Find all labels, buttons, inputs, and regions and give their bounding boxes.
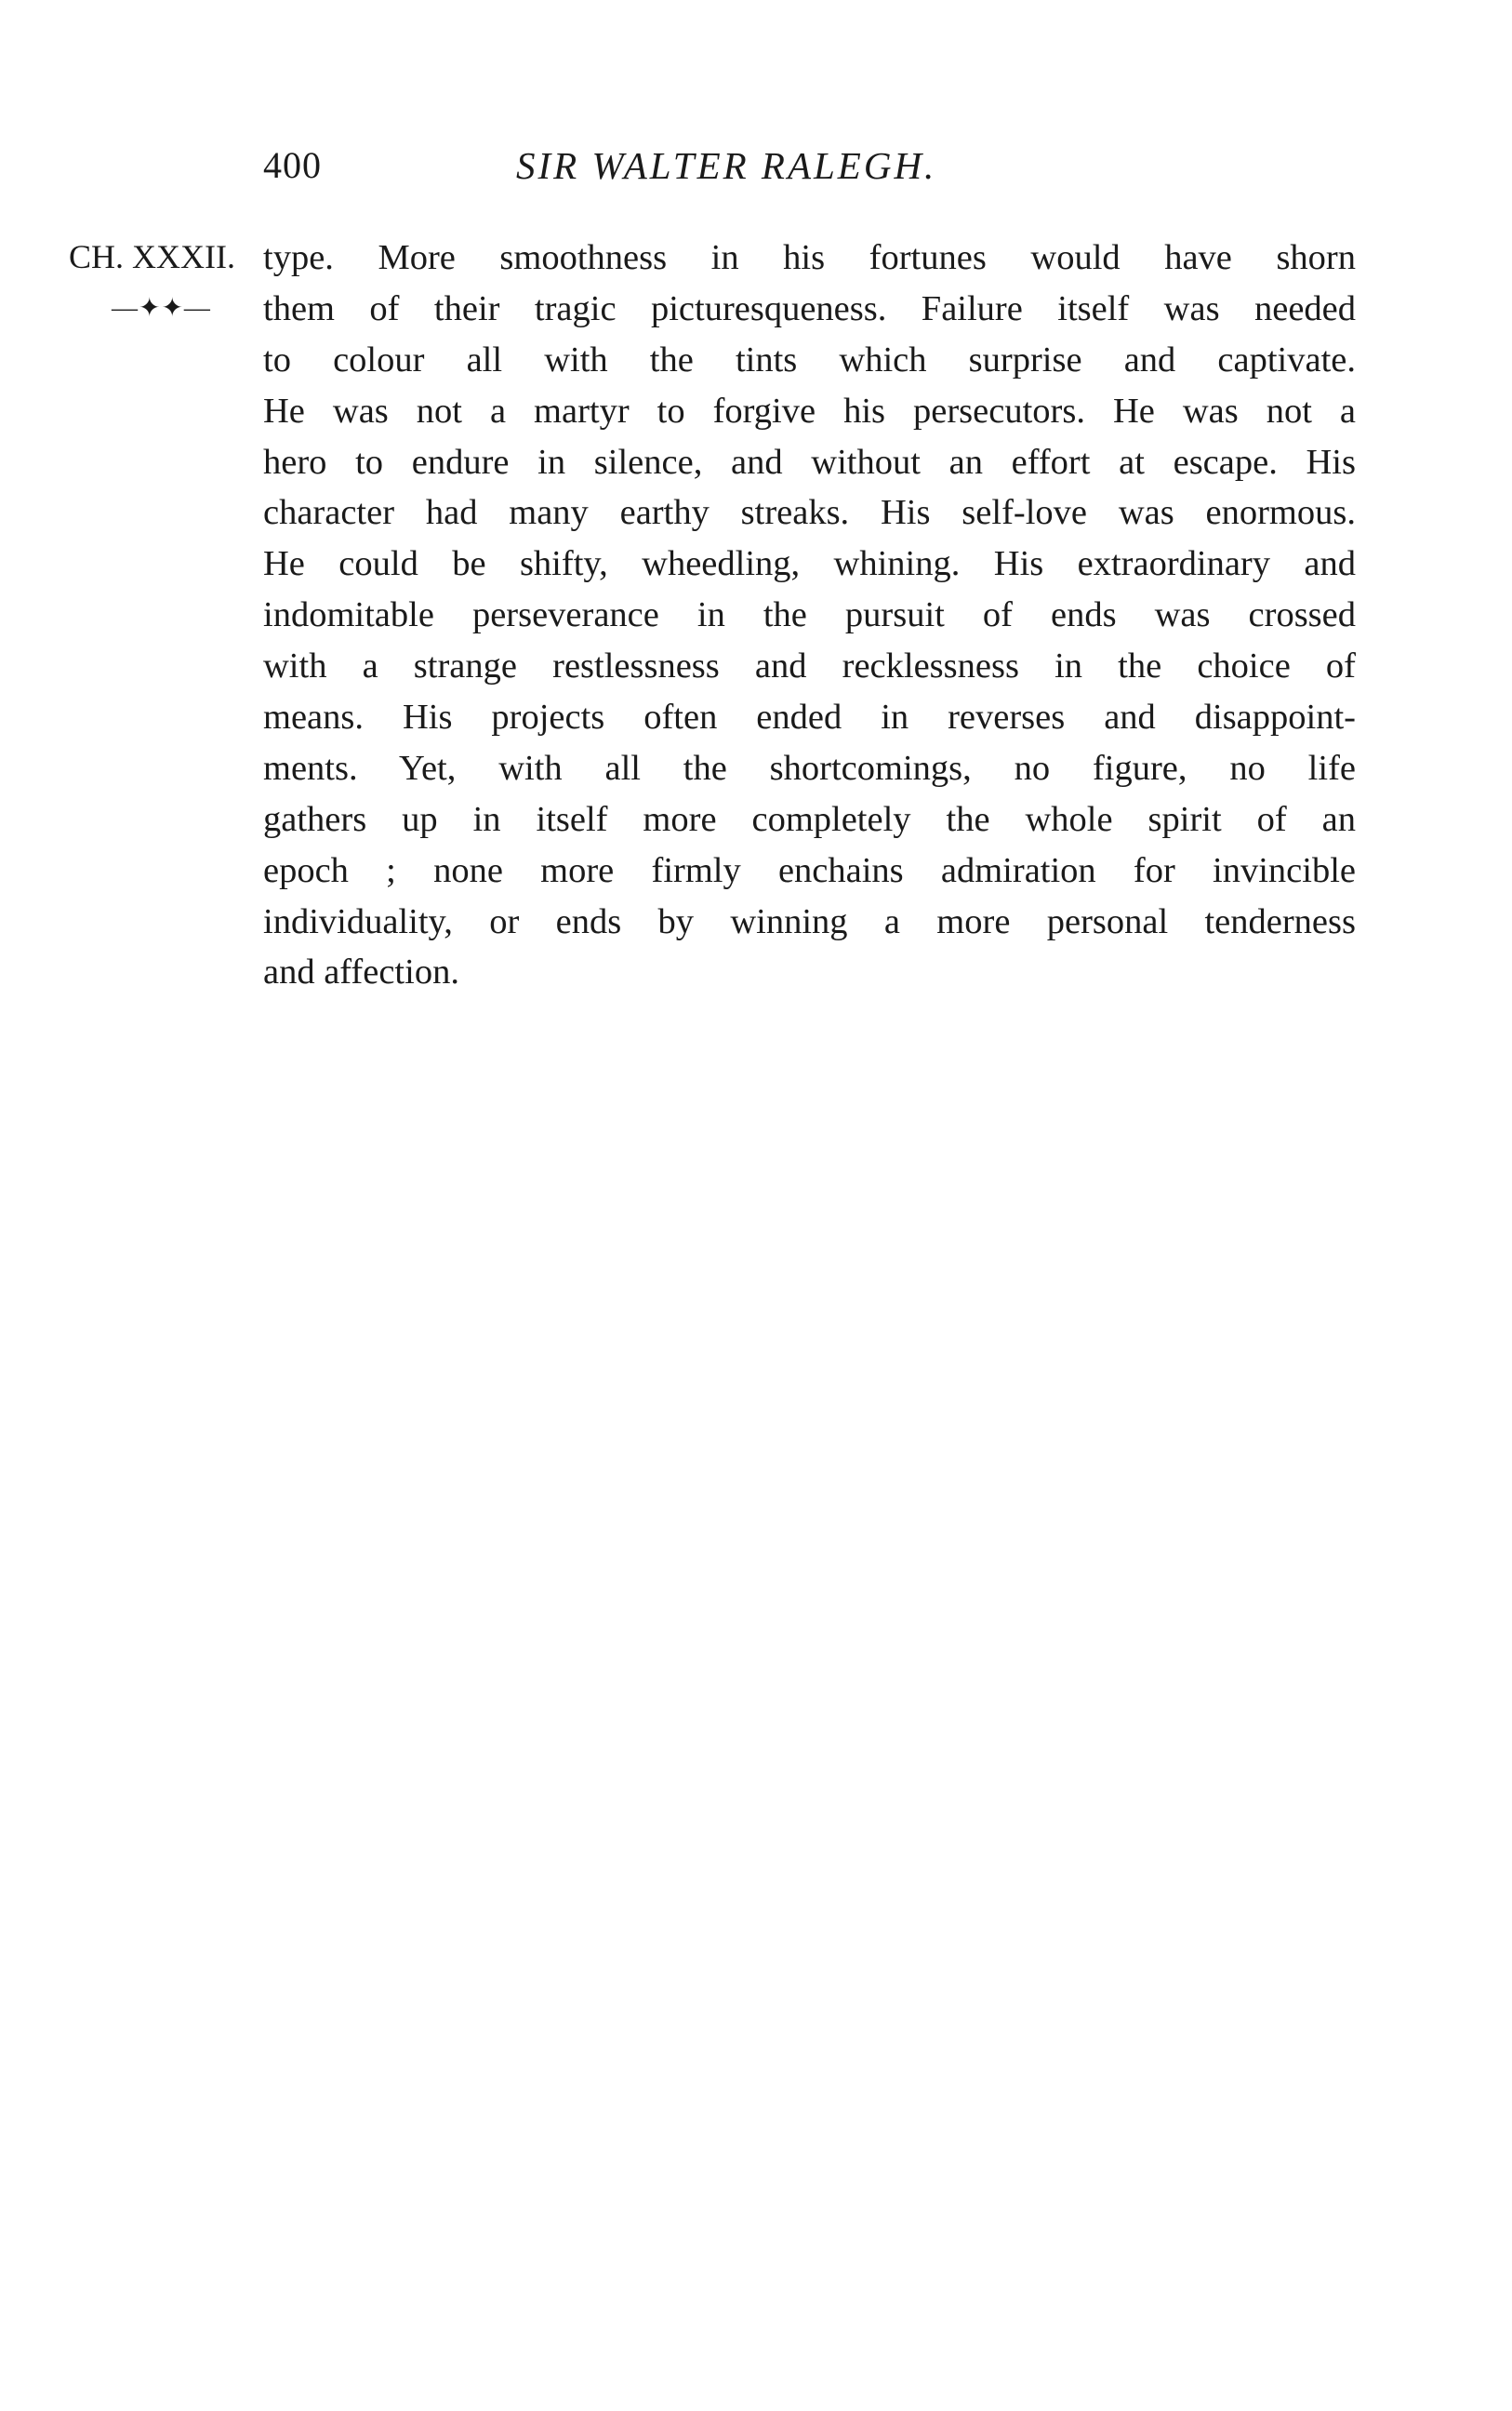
- text-line: He could be shifty, wheedling, whining. His extraordinary and: [263, 544, 1356, 584]
- body-text: [263, 233, 1356, 998]
- text-line: means. His projects often ended in reverses and disappoint-: [263, 698, 1356, 738]
- text-line: character had many earthy streaks. His self-love was enormous.: [263, 493, 1356, 533]
- text-line: ments. Yet, with all the shortcomings, no figure, no life: [263, 748, 1356, 788]
- text-line: individuality, or ends by winning a more personal tenderness: [263, 901, 1356, 941]
- text-line: and affection.: [263, 952, 459, 992]
- text-line: indomitable perseverance in the pursuit of ends was crossed: [263, 595, 1356, 635]
- margin-chapter-label: CH. XXXII.: [69, 238, 235, 275]
- text-line: He was not a martyr to forgive his persecutors. He was not a: [263, 391, 1356, 431]
- margin-ornament: —✦✦—: [112, 294, 211, 323]
- text-line: with a strange restlessness and recklessness in the choice of: [263, 646, 1356, 686]
- page-number: 400: [263, 144, 322, 186]
- text-line: gathers up in itself more completely the whole spirit of an: [263, 799, 1356, 839]
- text-line: type. More smoothness in his fortunes would have shorn: [263, 238, 1356, 277]
- running-head-title: SIR WALTER RALEGH.: [516, 144, 937, 187]
- text-line: to colour all with the tints which surprise and captivate.: [263, 340, 1356, 380]
- text-line: them of their tragic picturesqueness. Failure itself was needed: [263, 288, 1356, 328]
- text-line: hero to endure in silence, and without an effort at escape. His: [263, 442, 1356, 482]
- text-line: epoch ; none more firmly enchains admiration for invincible: [263, 850, 1356, 890]
